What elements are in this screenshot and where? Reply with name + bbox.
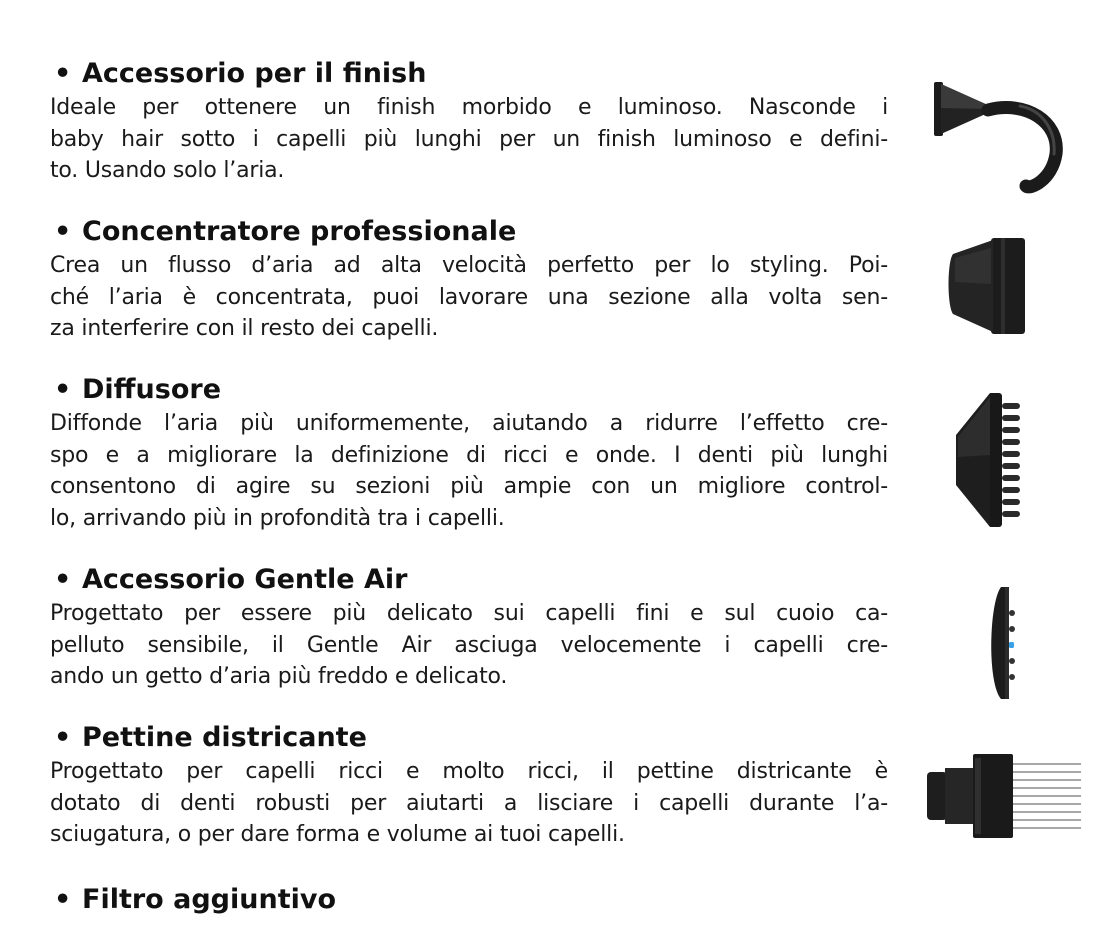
diffuser-icon <box>950 385 1030 535</box>
description-line: Progettato per essere più delicato sui capelli fini e sul cuoio ca- <box>50 601 888 626</box>
section-heading <box>50 58 888 90</box>
bullet: • <box>54 58 72 89</box>
section-title: Accessorio Gentle Air <box>82 564 408 595</box>
concentrator-nozzle-icon <box>945 234 1030 336</box>
bullet: • <box>54 216 72 247</box>
bullet: • <box>54 374 72 405</box>
finishing-accessory-icon <box>930 70 1070 195</box>
section-description <box>50 250 888 345</box>
section-description <box>50 598 888 693</box>
section-title: Filtro aggiuntivo <box>82 884 337 915</box>
description-line: Progettato per capelli ricci e molto ricci, il pettine districante è <box>50 759 888 784</box>
section-professional-concentrator <box>50 216 888 345</box>
section-detangling-comb <box>50 722 888 851</box>
bullet: • <box>54 722 72 753</box>
section-heading <box>50 564 888 596</box>
description-line: to. Usando solo l’aria. <box>50 158 285 183</box>
section-diffuser <box>50 374 888 534</box>
wide-tooth-comb-icon <box>925 750 1085 842</box>
description-line: Diffonde l’aria più uniformemente, aiutando a ridurre l’effetto cre- <box>50 411 888 436</box>
section-heading <box>50 884 888 916</box>
description-line: consentono di agire su sezioni più ampie con un migliore control- <box>50 474 888 499</box>
description-line: spo e a migliorare la definizione di ricci e onde. I denti più lunghi <box>50 442 888 468</box>
description-line: za interferire con il resto dei capelli. <box>50 316 439 341</box>
section-title: Diffusore <box>82 374 222 405</box>
description-line: sciugatura, o per dare forma e volume ai tuoi capelli. <box>50 822 625 847</box>
description-line: baby hair sotto i capelli più lunghi per un finish luminoso e defini- <box>50 126 888 152</box>
description-line: ando un getto d’aria più freddo e delicato. <box>50 664 508 689</box>
section-title: Accessorio per il finish <box>82 58 427 89</box>
section-heading <box>50 374 888 406</box>
section-title: Pettine districante <box>82 722 367 753</box>
gentle-air-attachment-icon <box>985 583 1020 703</box>
section-title: Concentratore professionale <box>82 216 517 247</box>
section-finishing-accessory <box>50 58 888 187</box>
section-description <box>50 408 888 534</box>
description-line: ché l’aria è concentrata, puoi lavorare una sezione alla volta sen- <box>50 284 888 310</box>
description-line: lo, arrivando più in profondità tra i capelli. <box>50 505 505 531</box>
section-description <box>50 92 888 187</box>
section-gentle-air <box>50 564 888 693</box>
bullet: • <box>54 884 72 915</box>
section-description <box>50 756 888 851</box>
description-line: pelluto sensibile, il Gentle Air asciuga velocemente i capelli cre- <box>50 632 888 658</box>
bullet: • <box>54 564 72 595</box>
description-line: dotato di denti robusti per aiutarti a lisciare i capelli durante l’a- <box>50 790 888 816</box>
description-line: Ideale per ottenere un finish morbido e luminoso. Nasconde i <box>50 95 888 120</box>
section-extra-filter <box>50 884 888 918</box>
section-heading <box>50 722 888 754</box>
description-line: Crea un flusso d’aria ad alta velocità perfetto per lo styling. Poi- <box>50 253 888 278</box>
section-heading <box>50 216 888 248</box>
